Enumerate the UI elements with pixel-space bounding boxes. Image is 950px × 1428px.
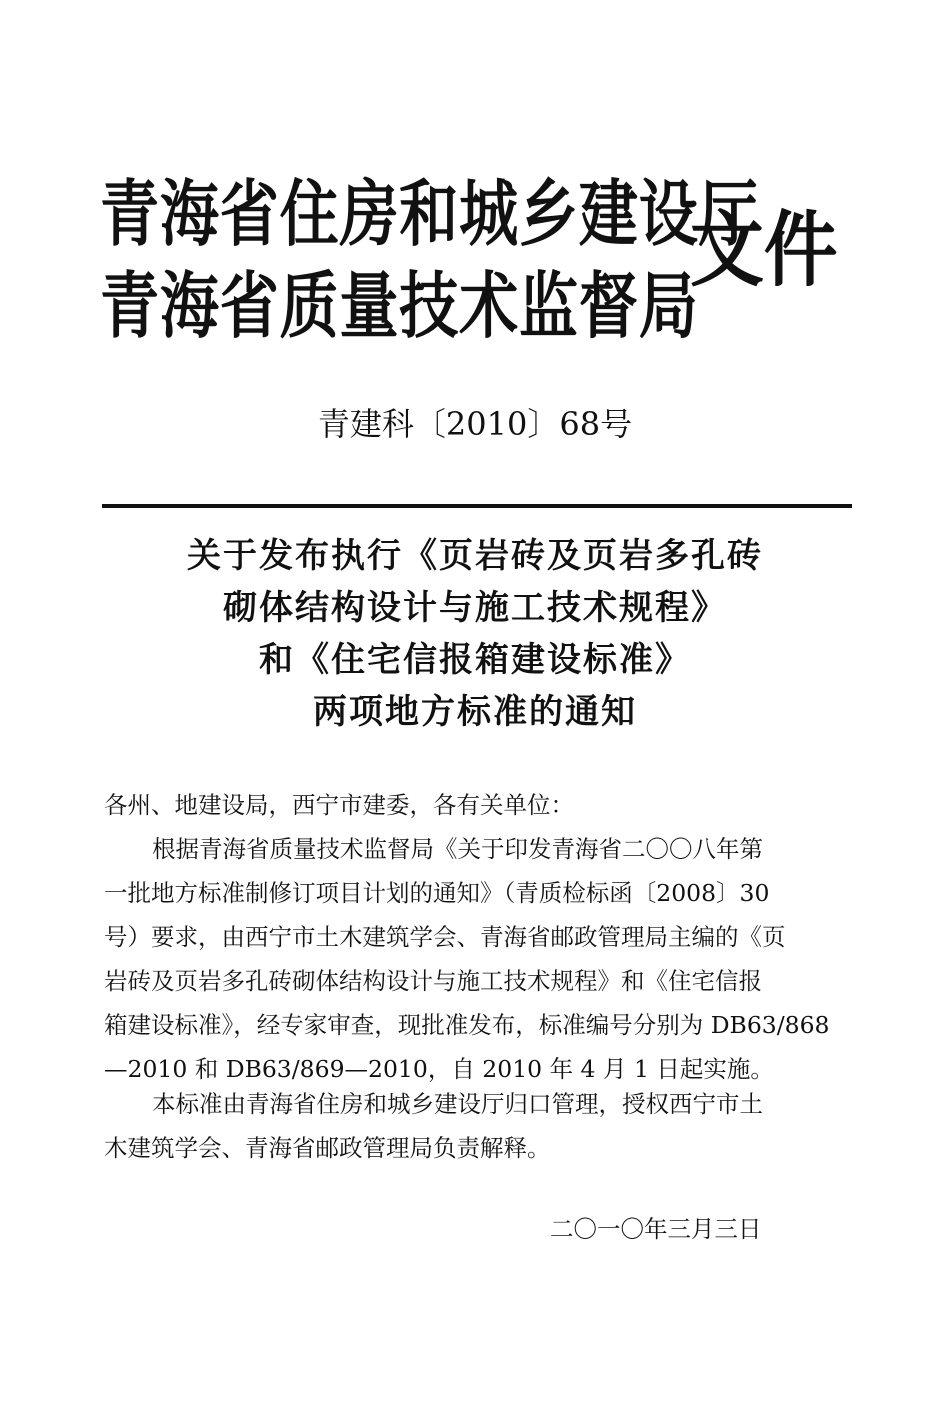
- document-type-label: 文件: [690, 202, 838, 298]
- title-line: 和《住宅信报箱建设标准》: [259, 640, 691, 680]
- paragraph-line: 根据青海省质量技术监督局《关于印发青海省二〇〇八年第: [152, 835, 763, 863]
- notice-title: [0, 530, 950, 738]
- paragraph-line: 岩砖及页岩多孔砖砌体结构设计与施工技术规程》和《住宅信报: [104, 967, 762, 995]
- issuer-housing-department: 青海省住房和城乡建设厅: [100, 171, 759, 256]
- title-line: 两项地方标准的通知: [313, 692, 637, 732]
- title-line: 砌体结构设计与施工技术规程》: [223, 588, 727, 628]
- paragraph-line: 箱建设标准》，经专家审查，现批准发布，标准编号分别为 DB63/868: [104, 1011, 830, 1039]
- paragraph-line: 号）要求，由西宁市土木建筑学会、青海省邮政管理局主编的《页: [104, 923, 786, 951]
- document-number: 青建科〔2010〕68号: [317, 405, 633, 443]
- paragraph-line: —2010 和 DB63/869—2010，自 2010 年 4 月 1 日起实施。: [104, 1055, 774, 1083]
- title-line: 关于发布执行《页岩砖及页岩多孔砖: [187, 536, 763, 576]
- paragraph-administration: [104, 1082, 856, 1170]
- header-divider: [102, 504, 852, 508]
- paragraph-announcement: [104, 827, 856, 1091]
- addressee: 各州、地建设局，西宁市建委，各有关单位：: [104, 791, 574, 819]
- paragraph-line: 一批地方标准制修订项目计划的通知》（青质检标函〔2008〕30: [104, 879, 770, 907]
- issuer-quality-bureau: 青海省质量技术监督局: [100, 263, 699, 348]
- issuing-authorities: [100, 168, 759, 352]
- issue-date: 二〇一〇年三月三日: [550, 1215, 762, 1243]
- paragraph-line: 木建筑学会、青海省邮政管理局负责解释。: [104, 1134, 551, 1162]
- paragraph-line: 本标准由青海省住房和城乡建设厅归口管理，授权西宁市土: [152, 1090, 763, 1118]
